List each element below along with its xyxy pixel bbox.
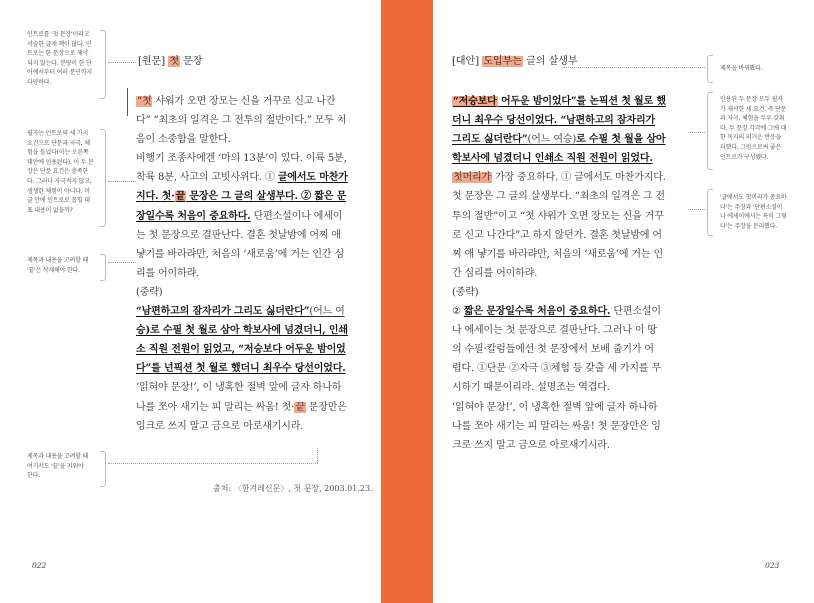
right-heading-highlight: 도입부는: [483, 56, 522, 67]
text-segment: 찌 애 냫기를 바라랴만, 처음의 ‘새로움’에 거는 인: [452, 248, 663, 260]
note-line: 제목을 바꿔봤다.: [720, 65, 763, 72]
text-line: [452, 436, 692, 455]
text-line: [136, 149, 368, 168]
source-citation: 출처: 〈한겨레신문〉, 첫 문장, 2003.01.23.: [213, 484, 373, 493]
text-segment: (어느 여승): [527, 134, 577, 146]
note-line: 장은 단문 요건은 충족한: [27, 168, 89, 176]
text-line: [452, 264, 692, 283]
text-segment: ②: [452, 306, 464, 318]
note-line: 필자는 인트로의 세 가지: [27, 130, 89, 137]
text-segment: 첫 문장은 그 글의 살생부다. “최초의 일격은 그 전: [452, 191, 665, 203]
right-note-1-connector: [563, 67, 705, 68]
text-segment: 학보사에 넘겼더니 인쇄소 직원 전원이 읽었다.: [452, 153, 653, 165]
text-line: [452, 398, 692, 417]
text-line: [452, 226, 692, 245]
left-note-4: [27, 452, 99, 481]
note-line: 인트로를 '첫 문장'이라고: [27, 31, 90, 38]
note-line: 여기서도 '끝'을 지워야: [27, 462, 84, 470]
note-line: 표 내용이 없을까?: [27, 206, 73, 214]
note-line: '글에서도 첫머리가 중요하: [720, 194, 787, 201]
text-segment: 문장만은: [305, 401, 347, 413]
left-original-text: [136, 92, 368, 436]
left-heading-highlight: 첫: [169, 56, 179, 67]
text-segment: 의 수필·칼럼들에선 첫 문장에서 보배 줍기가 어: [452, 344, 654, 356]
right-heading: [452, 52, 578, 67]
text-segment: 냫기를 바라랴만, 처음의 ‘새로움’에 거는 인간 심: [136, 248, 344, 260]
text-line: [136, 359, 368, 378]
note-line: 어에서부터 여러 문단까지: [27, 69, 92, 77]
text-line: [452, 130, 692, 149]
note-line: 인트로가 구성됐다.: [720, 153, 769, 161]
text-line: [452, 207, 692, 226]
text-line: [136, 226, 368, 245]
text-line: [136, 130, 368, 149]
text-line: [136, 207, 368, 226]
page-number-right: 023: [765, 561, 780, 570]
text-segment: 잉크로 쓰지 말고 금으로 아로새기시라.: [136, 420, 304, 432]
text-segment: 글에서도 마찬가: [277, 172, 348, 184]
text-segment: 시하기 때문이리라. 설명조는 역겹다.: [452, 382, 610, 394]
note-line: 다. 두 문장 각각에 그에 대: [720, 124, 787, 132]
text-segment: 로 수필 첫 월을 삼아: [576, 134, 666, 146]
text-segment: 나를 쪼아 새기는 피 말리는 싸움! 첫 문장만은 잉: [452, 420, 661, 432]
note-line: 과 자극, 체험을 두루 갖춰: [720, 115, 785, 123]
text-line: [452, 187, 692, 206]
text-segment: 문장은 그 글의 살생부다. ② 짧은 문: [186, 191, 347, 203]
left-heading-rest: 문장: [183, 56, 203, 67]
text-segment: 가장 중요하다. ① 글에서도 마찬가지다.: [492, 172, 666, 184]
left-margin-bar: [127, 88, 128, 116]
text-line: [136, 378, 368, 397]
text-line: [136, 302, 368, 321]
page-number-left: 022: [32, 561, 47, 570]
text-segment: (어느 여: [309, 306, 345, 318]
text-segment: 리를 어이하랴.: [136, 267, 200, 279]
right-note-2: [720, 95, 800, 162]
left-note-2: [27, 129, 99, 215]
left-heading: [138, 52, 203, 67]
text-segment: 더니 최우수 당선이었다.: [452, 115, 558, 127]
text-segment: 음이 소중함을 말한다.: [136, 134, 231, 146]
left-note-1-bracket: [100, 30, 106, 99]
note-line: 제목과 내용을 고려할 때: [27, 453, 89, 460]
highlighted-text: 끝: [295, 401, 305, 413]
note-line: 요건으로 단문과 자극, 체: [27, 139, 90, 147]
note-line: 제목과 내용을 고려할 때: [27, 257, 89, 264]
left-note-4-bracket: [100, 451, 106, 487]
left-note-3-bracket: [100, 254, 106, 281]
text-line: [452, 302, 692, 321]
text-line: [452, 111, 692, 130]
left-note-4-connector: [108, 463, 318, 464]
text-line: [136, 340, 368, 359]
note-line: 대안에 인용된다). 이 두 문: [27, 158, 94, 166]
note-line: 다양하다.: [27, 78, 52, 86]
right-note-1-bracket: [707, 55, 713, 83]
text-segment: 다”를 넌픽션 첫 월로 했더니 최우수 당선이었다.: [136, 363, 346, 375]
text-line: [452, 168, 692, 187]
left-note-2-connector: [108, 181, 136, 182]
text-segment: 간 심리를 어이하랴.: [452, 267, 538, 279]
note-line: 다'는 주장과 '단편소설이: [720, 203, 783, 211]
highlighted-text: “첫: [137, 96, 152, 107]
left-page: [0, 0, 381, 603]
note-line: 글 안에 인트로로 꼽힐 대: [27, 197, 90, 205]
right-heading-rest: 글의 살생부: [526, 56, 578, 67]
note-line: 생생한 체험이 아니다. 이: [27, 187, 90, 195]
left-note-1: [27, 30, 99, 88]
right-page: [433, 0, 814, 603]
note-line: '끝'은 삭제해야 한다.: [27, 266, 80, 274]
note-line: 험을 들었다(이는 오른쪽: [27, 149, 89, 157]
text-segment: 단편소설이나 에세이: [250, 210, 343, 222]
highlighted-text: “저승보다: [453, 96, 497, 107]
text-segment: ‘읽혀야 문장!’, 이 냉혹한 절벽 앞에 글자 하나하: [452, 401, 658, 413]
text-line: [452, 359, 692, 378]
text-segment: ‘읽혀야 문장!’, 이 냉혹한 절벽 앞에 글자 하나하: [136, 382, 342, 394]
note-line: 인용된 두 문장 모두 필자: [720, 96, 783, 103]
book-spine: [381, 0, 433, 603]
text-line: [136, 111, 368, 130]
text-segment: (중략): [136, 286, 163, 298]
right-note-3: [720, 193, 800, 231]
right-note-3-bracket: [707, 189, 713, 236]
note-line: 나 에세이에서는 특히 그렇: [720, 213, 787, 221]
text-segment: 착륙 8분, 사고의 고빗사위다. ①: [136, 172, 278, 184]
text-segment: 장일수록 처음이 중요하다.: [136, 210, 251, 222]
text-segment: 그리도 싫더란다”: [452, 134, 528, 146]
note-line: 서술한 글게 책이 많다. 인: [27, 40, 92, 48]
left-heading-prefix: [원문]: [138, 56, 166, 67]
text-segment: 나 에세이는 첫 문장으로 결판난다. 그러나 이 땅: [452, 325, 657, 337]
right-note-3-connector: [688, 209, 705, 210]
highlighted-text: 끝: [175, 191, 186, 203]
left-note-2-bracket: [100, 129, 106, 227]
note-line: 되지 않는다. 분량이 한 단: [27, 59, 92, 67]
text-line: [452, 245, 692, 264]
text-line: [136, 398, 368, 417]
text-line: [136, 264, 368, 283]
note-line: 한 독자의 의거운 반응을: [720, 134, 782, 142]
left-note-1-connector: [108, 62, 136, 63]
note-line: 다. 그러나 자극적지 않고,: [27, 177, 92, 185]
text-line: [136, 92, 368, 111]
text-segment: 단편소설이: [610, 306, 661, 318]
text-segment: 지다. 첫·: [136, 191, 175, 203]
highlighted-text: 첫머리가: [453, 172, 492, 184]
text-line: [452, 417, 692, 436]
text-segment: 크로 쓰지 말고 금으로 아로새기시라.: [452, 439, 610, 451]
text-segment: 는 첫 문장으로 결판난다. 결혼 첫날밤에 어찌 애: [136, 229, 341, 241]
left-note-4-connector-tick: [317, 448, 318, 463]
text-line: [136, 417, 368, 436]
text-segment: 비행기 조종사에겐 ‘마의 13분’이 있다. 이륙 5분,: [136, 153, 347, 165]
text-line: [136, 187, 368, 206]
left-note-3: [27, 256, 99, 275]
text-segment: “남편하고의 잠자리가 그리도 싫더란다”: [136, 306, 310, 318]
text-segment: (중략): [452, 286, 479, 298]
text-segment: 승)로 수필 첫 월로 삼아 학보사에 넘겼더니, 인쇄: [136, 325, 348, 337]
note-line: 가 제시한 세 요건, 즉 단문: [720, 105, 787, 113]
text-line: [452, 283, 692, 302]
note-line: 한다.: [27, 472, 40, 480]
text-line: [136, 245, 368, 264]
text-line: [452, 378, 692, 397]
text-line: [452, 92, 692, 111]
text-segment: 로 신고 나간다”고 하지 않던가. 결혼 첫날밤에 어: [452, 229, 662, 241]
right-note-2-bracket: [707, 92, 713, 170]
text-line: [136, 321, 368, 340]
text-segment: 어두운 밤이었다”를 논픽션 첫 월로 했: [497, 96, 666, 107]
text-segment: “남편하고의 잠자리가: [557, 115, 655, 127]
right-alternative-text: [452, 92, 692, 455]
right-note-1: [720, 64, 800, 74]
text-segment: 렵다. ①단문 ②자극 ③체험 등 갖출 세 가지를 무: [452, 363, 661, 375]
text-segment: 나를 쪼아 새기는 피 말리는 싸움! 첫·: [136, 401, 295, 413]
text-segment: 소 직원 전원이 읽었고, “저승보다 어두운 밤이었: [136, 344, 346, 356]
text-line: [452, 340, 692, 359]
left-note-3-connector: [108, 262, 136, 263]
text-segment: 다” “최초의 일격은 그 전투의 절반이다.” 모두 처: [136, 115, 347, 127]
right-note-2-connector: [688, 132, 705, 133]
text-line: [452, 149, 692, 168]
text-line: [136, 168, 368, 187]
text-segment: 샤워가 오면 장모는 신을 거꾸로 신고 나간: [152, 96, 336, 107]
note-line: 더했다. 그럼으로써 좋은: [720, 143, 782, 151]
note-line: 다'는 주장을 분리했다.: [720, 222, 777, 230]
text-line: [136, 283, 368, 302]
note-line: 트로는 한 문장으로 제약: [27, 50, 89, 58]
right-heading-prefix: [대안]: [452, 56, 480, 67]
text-line: [452, 321, 692, 340]
text-segment: 투의 절반”이고 “첫 샤워가 오면 장모는 신을 거꾸: [452, 210, 664, 222]
text-segment: 짧은 문장일수록 처음이 중요하다.: [463, 306, 611, 318]
